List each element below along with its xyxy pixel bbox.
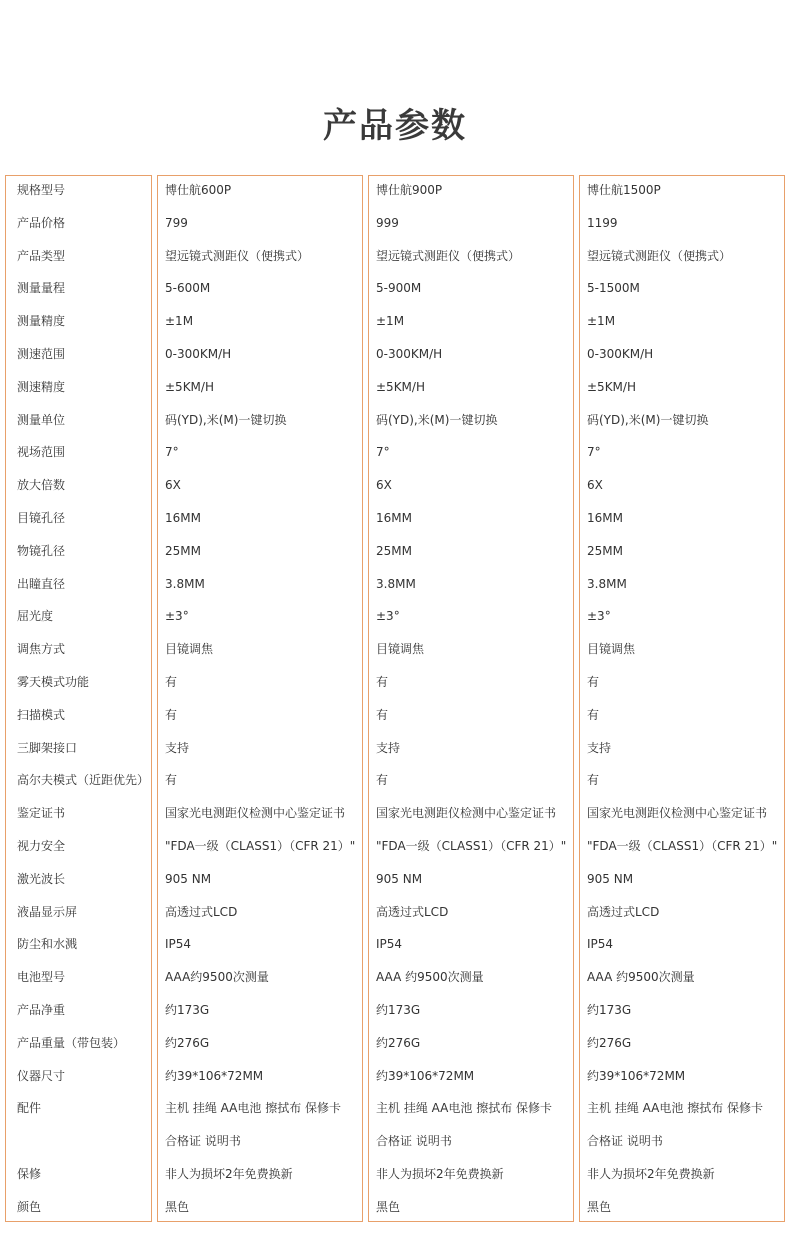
spec-value: 有 bbox=[165, 674, 178, 689]
spec-value: 码(YD),米(M)一键切换 bbox=[587, 412, 709, 427]
spec-value: 905 NM bbox=[376, 871, 423, 886]
spec-value: IP54 bbox=[165, 937, 192, 952]
spec-value: 约39*106*72MM bbox=[165, 1068, 264, 1083]
spec-value: 25MM bbox=[165, 543, 201, 558]
spec-value: 码(YD),米(M)一键切换 bbox=[376, 412, 498, 427]
spec-label: 高尔夫模式（近距优先） bbox=[17, 773, 150, 788]
spec-value: 博仕航1500P bbox=[587, 183, 661, 197]
spec-value: 有 bbox=[376, 674, 389, 689]
spec-value: 约173G bbox=[376, 1002, 421, 1017]
spec-value: 6X bbox=[587, 478, 603, 493]
spec-label: 测速范围 bbox=[17, 346, 66, 361]
spec-value: 国家光电测距仪检测中心鉴定证书 bbox=[587, 806, 768, 821]
spec-label: 屈光度 bbox=[17, 609, 54, 624]
spec-value: 黑色 bbox=[165, 1199, 190, 1214]
spec-label: 物镜孔径 bbox=[17, 543, 66, 558]
spec-value: 6X bbox=[165, 478, 181, 493]
spec-value: 约276G bbox=[376, 1035, 421, 1050]
spec-value: 有 bbox=[587, 674, 600, 689]
spec-value: 约276G bbox=[165, 1035, 210, 1050]
spec-value: 高透过式LCD bbox=[587, 904, 660, 919]
spec-value: 905 NM bbox=[165, 871, 212, 886]
spec-label: 产品净重 bbox=[17, 1002, 66, 1017]
spec-value: 6X bbox=[376, 478, 392, 493]
spec-value: ±1M bbox=[376, 314, 405, 329]
product-column-600p bbox=[157, 175, 363, 1222]
spec-value: 主机 挂绳 AA电池 擦拭布 保修卡 bbox=[376, 1101, 553, 1116]
label-column bbox=[5, 175, 152, 1222]
spec-value: 3.8MM bbox=[587, 576, 627, 591]
spec-label: 颜色 bbox=[17, 1199, 42, 1214]
spec-value: 7° bbox=[376, 445, 390, 460]
spec-value: AAA 约9500次测量 bbox=[376, 970, 484, 985]
spec-label: 调焦方式 bbox=[17, 642, 66, 657]
spec-label: 产品类型 bbox=[17, 248, 66, 263]
spec-value: 有 bbox=[587, 773, 600, 788]
spec-value: ±3° bbox=[165, 609, 189, 624]
spec-label: 测量精度 bbox=[17, 314, 66, 329]
spec-value: 7° bbox=[587, 445, 601, 460]
product-column-900p bbox=[368, 175, 574, 1222]
spec-value: 望远镜式测距仪（便携式） bbox=[165, 248, 310, 263]
spec-value: 0-300KM/H bbox=[165, 346, 232, 361]
spec-value: 799 bbox=[165, 215, 188, 230]
spec-value: 目镜调焦 bbox=[587, 642, 636, 657]
spec-label: 目镜孔径 bbox=[17, 510, 66, 525]
spec-label: 鉴定证书 bbox=[17, 806, 66, 821]
spec-value: 3.8MM bbox=[376, 576, 416, 591]
spec-value: 25MM bbox=[587, 543, 623, 558]
spec-value: IP54 bbox=[587, 937, 614, 952]
spec-value: 合格证 说明书 bbox=[376, 1134, 452, 1149]
spec-value: ±3° bbox=[587, 609, 611, 624]
spec-value: 有 bbox=[165, 707, 178, 722]
spec-value: 0-300KM/H bbox=[376, 346, 443, 361]
spec-value: AAA 约9500次测量 bbox=[587, 970, 695, 985]
spec-value: IP54 bbox=[376, 937, 403, 952]
spec-value: 有 bbox=[376, 707, 389, 722]
spec-value: 主机 挂绳 AA电池 擦拭布 保修卡 bbox=[587, 1101, 764, 1116]
spec-value: ±5KM/H bbox=[587, 379, 636, 394]
spec-label: 扫描模式 bbox=[17, 707, 66, 722]
spec-label: 防尘和水溅 bbox=[17, 937, 78, 952]
spec-label: 放大倍数 bbox=[17, 478, 66, 493]
spec-label: 液晶显示屏 bbox=[17, 904, 78, 919]
spec-value: 5-900M bbox=[376, 281, 422, 296]
spec-label: 视场范围 bbox=[17, 445, 66, 460]
spec-value: "FDA一级（CLASS1）（CFR 21）" bbox=[587, 838, 778, 853]
spec-label: 视力安全 bbox=[17, 838, 66, 853]
spec-label: 配件 bbox=[17, 1101, 42, 1116]
spec-value: "FDA一级（CLASS1）（CFR 21）" bbox=[376, 838, 567, 853]
spec-value: 约39*106*72MM bbox=[587, 1068, 686, 1083]
spec-value: ±3° bbox=[376, 609, 400, 624]
spec-value: 16MM bbox=[587, 510, 623, 525]
spec-value: 7° bbox=[165, 445, 179, 460]
spec-value: 非人为损坏2年免费换新 bbox=[165, 1166, 293, 1181]
spec-label: 出瞳直径 bbox=[17, 576, 66, 591]
spec-label: 电池型号 bbox=[17, 970, 66, 985]
spec-label: 产品重量（带包装） bbox=[17, 1035, 126, 1050]
spec-value: 望远镜式测距仪（便携式） bbox=[587, 248, 732, 263]
spec-value: 905 NM bbox=[587, 871, 634, 886]
spec-value: 非人为损坏2年免费换新 bbox=[587, 1166, 715, 1181]
spec-value: 约173G bbox=[165, 1002, 210, 1017]
spec-label: 雾天模式功能 bbox=[17, 674, 90, 689]
spec-value: 16MM bbox=[376, 510, 412, 525]
spec-value: 3.8MM bbox=[165, 576, 205, 591]
spec-value: 5-600M bbox=[165, 281, 211, 296]
spec-value: 国家光电测距仪检测中心鉴定证书 bbox=[165, 806, 346, 821]
spec-value: 5-1500M bbox=[587, 281, 640, 296]
spec-value: 目镜调焦 bbox=[376, 642, 425, 657]
spec-value: 0-300KM/H bbox=[587, 346, 654, 361]
spec-value: 望远镜式测距仪（便携式） bbox=[376, 248, 521, 263]
spec-label: 三脚架接口 bbox=[17, 740, 78, 755]
spec-value: 目镜调焦 bbox=[165, 642, 214, 657]
spec-value: 支持 bbox=[587, 740, 612, 755]
spec-value: 高透过式LCD bbox=[165, 904, 238, 919]
spec-label: 仪器尺寸 bbox=[17, 1068, 66, 1083]
spec-label: 测速精度 bbox=[17, 379, 66, 394]
spec-value: 合格证 说明书 bbox=[587, 1134, 663, 1149]
spec-label: 激光波长 bbox=[17, 871, 66, 886]
spec-value: ±1M bbox=[165, 314, 194, 329]
spec-label: 保修 bbox=[17, 1166, 42, 1181]
spec-label: 产品价格 bbox=[17, 215, 66, 230]
spec-label: 规格型号 bbox=[17, 183, 66, 197]
page-title: 产品参数 bbox=[323, 106, 467, 146]
spec-value: 有 bbox=[587, 707, 600, 722]
spec-value: 约276G bbox=[587, 1035, 632, 1050]
spec-value: 黑色 bbox=[587, 1199, 612, 1214]
spec-value: 博仕航900P bbox=[376, 183, 443, 197]
product-column-1500p bbox=[579, 175, 785, 1222]
spec-label: 测量单位 bbox=[17, 412, 66, 427]
spec-value: 黑色 bbox=[376, 1199, 401, 1214]
spec-value: "FDA一级（CLASS1）（CFR 21）" bbox=[165, 838, 356, 853]
spec-value: 999 bbox=[376, 215, 399, 230]
spec-value: 合格证 说明书 bbox=[165, 1134, 241, 1149]
spec-value: 高透过式LCD bbox=[376, 904, 449, 919]
spec-value: 博仕航600P bbox=[165, 183, 232, 197]
spec-value: ±5KM/H bbox=[376, 379, 425, 394]
spec-label: 测量量程 bbox=[17, 281, 66, 296]
spec-value: 有 bbox=[376, 773, 389, 788]
spec-value: 国家光电测距仪检测中心鉴定证书 bbox=[376, 806, 557, 821]
spec-value: 有 bbox=[165, 773, 178, 788]
spec-value: 支持 bbox=[376, 740, 401, 755]
spec-value: 支持 bbox=[165, 740, 190, 755]
spec-label bbox=[6, 1128, 151, 1161]
spec-value: ±1M bbox=[587, 314, 616, 329]
spec-value: 16MM bbox=[165, 510, 201, 525]
spec-value: ±5KM/H bbox=[165, 379, 214, 394]
spec-value: 主机 挂绳 AA电池 擦拭布 保修卡 bbox=[165, 1101, 342, 1116]
spec-value: 非人为损坏2年免费换新 bbox=[376, 1166, 504, 1181]
spec-value: 约39*106*72MM bbox=[376, 1068, 475, 1083]
spec-value: 1199 bbox=[587, 215, 618, 230]
spec-value: AAA约9500次测量 bbox=[165, 970, 269, 985]
spec-value: 码(YD),米(M)一键切换 bbox=[165, 412, 287, 427]
spec-value: 约173G bbox=[587, 1002, 632, 1017]
spec-value: 25MM bbox=[376, 543, 412, 558]
